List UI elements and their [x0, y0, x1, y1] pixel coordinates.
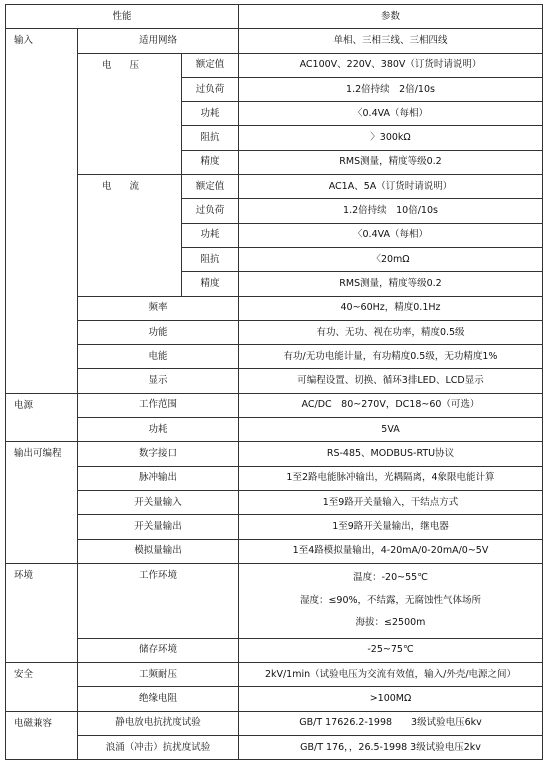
table-row	[6, 175, 543, 199]
value-esd-test: GB/T 17626.2-1998 3级试验电压6kv	[239, 711, 543, 735]
label-voltage-rated: 额定值	[182, 53, 239, 77]
label-network: 适用网络	[78, 29, 239, 53]
label-voltage-consumption: 功耗	[182, 102, 239, 126]
label-supply-consumption: 功耗	[78, 418, 239, 442]
value-digital-interface: RS-485、MODBUS-RTU协议	[239, 442, 543, 466]
label-withstand-voltage: 工频耐压	[78, 663, 239, 687]
value-withstand-voltage: 2kV/1min（试验电压为交流有效值，输入/外壳/电源之间）	[239, 663, 543, 687]
label-power-function: 功能	[78, 320, 239, 344]
value-display: 可编程设置、切换、循环3排LED、LCD显示	[239, 369, 543, 393]
label-working-env: 工作环境	[78, 563, 239, 638]
label-insulation: 绝缘电阻	[78, 687, 239, 711]
table-row	[6, 563, 543, 638]
category-emc: 电磁兼容	[6, 711, 78, 760]
value-working-env	[239, 563, 543, 638]
value-frequency: 40~60Hz，精度0.1Hz	[239, 296, 543, 320]
value-storage-env: -25~75℃	[239, 638, 543, 662]
value-analog-output: 1至4路模拟量输出，4-20mA/0-20mA/0~5V	[239, 539, 543, 563]
label-voltage-impedance: 阻抗	[182, 126, 239, 150]
value-working-range: AC/DC 80~270V，DC18~60（可选）	[239, 393, 543, 417]
value-supply-consumption: 5VA	[239, 418, 543, 442]
value-switch-input: 1至9路开关量输入，干结点方式	[239, 490, 543, 514]
label-current-consumption: 功耗	[182, 223, 239, 247]
label-pulse-output: 脉冲输出	[78, 466, 239, 490]
label-surge-test: 浪涌（冲击）抗扰度试验	[78, 736, 239, 760]
value-current-overload: 1.2倍持续 10倍/10s	[239, 199, 543, 223]
category-environment: 环境	[6, 563, 78, 662]
subcategory-current: 电流	[78, 175, 182, 296]
table-row	[6, 296, 543, 320]
table-row	[6, 711, 543, 735]
label-esd-test: 静电放电抗扰度试验	[78, 711, 239, 735]
value-current-accuracy: RMS测量，精度等级0.2	[239, 272, 543, 296]
table-row	[6, 393, 543, 417]
value-voltage-overload: 1.2倍持续 2倍/10s	[239, 77, 543, 101]
header-parameters: 参数	[239, 5, 543, 29]
table-row	[6, 490, 543, 514]
table-row	[6, 345, 543, 369]
value-voltage-rated: AC100V、220V、380V（订货时请说明）	[239, 53, 543, 77]
label-switch-input: 开关量输入	[78, 490, 239, 514]
label-digital-interface: 数字接口	[78, 442, 239, 466]
table-row	[6, 53, 543, 77]
value-current-impedance: 〈20mΩ	[239, 247, 543, 271]
table-row	[6, 638, 543, 662]
table-row	[6, 369, 543, 393]
value-voltage-accuracy: RMS测量，精度等级0.2	[239, 150, 543, 174]
spec-table	[5, 4, 543, 760]
table-row	[6, 539, 543, 563]
table-row	[6, 663, 543, 687]
working-env-altitude: 海拔：≤2500m	[355, 617, 426, 629]
label-current-overload: 过负荷	[182, 199, 239, 223]
value-current-consumption: 〈0.4VA（每相）	[239, 223, 543, 247]
label-current-rated: 额定值	[182, 175, 239, 199]
header-row	[6, 5, 543, 29]
label-storage-env: 储存环境	[78, 638, 239, 662]
label-frequency: 频率	[78, 296, 239, 320]
label-working-range: 工作范围	[78, 393, 239, 417]
value-energy: 有功/无功电能计量，有功精度0.5级，无功精度1%	[239, 345, 543, 369]
category-input: 输入	[6, 29, 78, 393]
table-row	[6, 29, 543, 53]
label-display: 显示	[78, 369, 239, 393]
table-row	[6, 320, 543, 344]
label-current-accuracy: 精度	[182, 272, 239, 296]
category-safety: 安全	[6, 663, 78, 712]
label-switch-output: 开关量输出	[78, 515, 239, 539]
label-analog-output: 模拟量输出	[78, 539, 239, 563]
label-voltage-accuracy: 精度	[182, 150, 239, 174]
value-voltage-consumption: 〈0.4VA（每相）	[239, 102, 543, 126]
value-network: 单相、三相三线、三相四线	[239, 29, 543, 53]
table-row	[6, 442, 543, 466]
value-voltage-impedance: 〉300kΩ	[239, 126, 543, 150]
table-row	[6, 687, 543, 711]
value-current-rated: AC1A、5A（订货时请说明）	[239, 175, 543, 199]
value-pulse-output: 1至2路电能脉冲输出，光耦隔离，4象限电能计算	[239, 466, 543, 490]
value-power-function: 有功、无功、视在功率，精度0.5级	[239, 320, 543, 344]
working-env-temperature: 温度：-20~55℃	[353, 571, 428, 583]
category-power-supply: 电源	[6, 393, 78, 442]
table-row	[6, 466, 543, 490]
table-row	[6, 736, 543, 760]
working-env-humidity: 湿度：≤90%，不结露，无腐蚀性气体场所	[299, 594, 482, 606]
value-insulation: >100MΩ	[239, 687, 543, 711]
table-row	[6, 515, 543, 539]
label-voltage-overload: 过负荷	[182, 77, 239, 101]
table-row	[6, 418, 543, 442]
label-energy: 电能	[78, 345, 239, 369]
value-switch-output: 1至9路开关量输出，继电器	[239, 515, 543, 539]
header-performance: 性能	[6, 5, 239, 29]
category-programmable-output: 输出可编程	[6, 442, 78, 563]
value-surge-test: GB/T 176，，26.5-1998 3级试验电压2kv	[239, 736, 543, 760]
subcategory-voltage: 电压	[78, 53, 182, 174]
label-current-impedance: 阻抗	[182, 247, 239, 271]
